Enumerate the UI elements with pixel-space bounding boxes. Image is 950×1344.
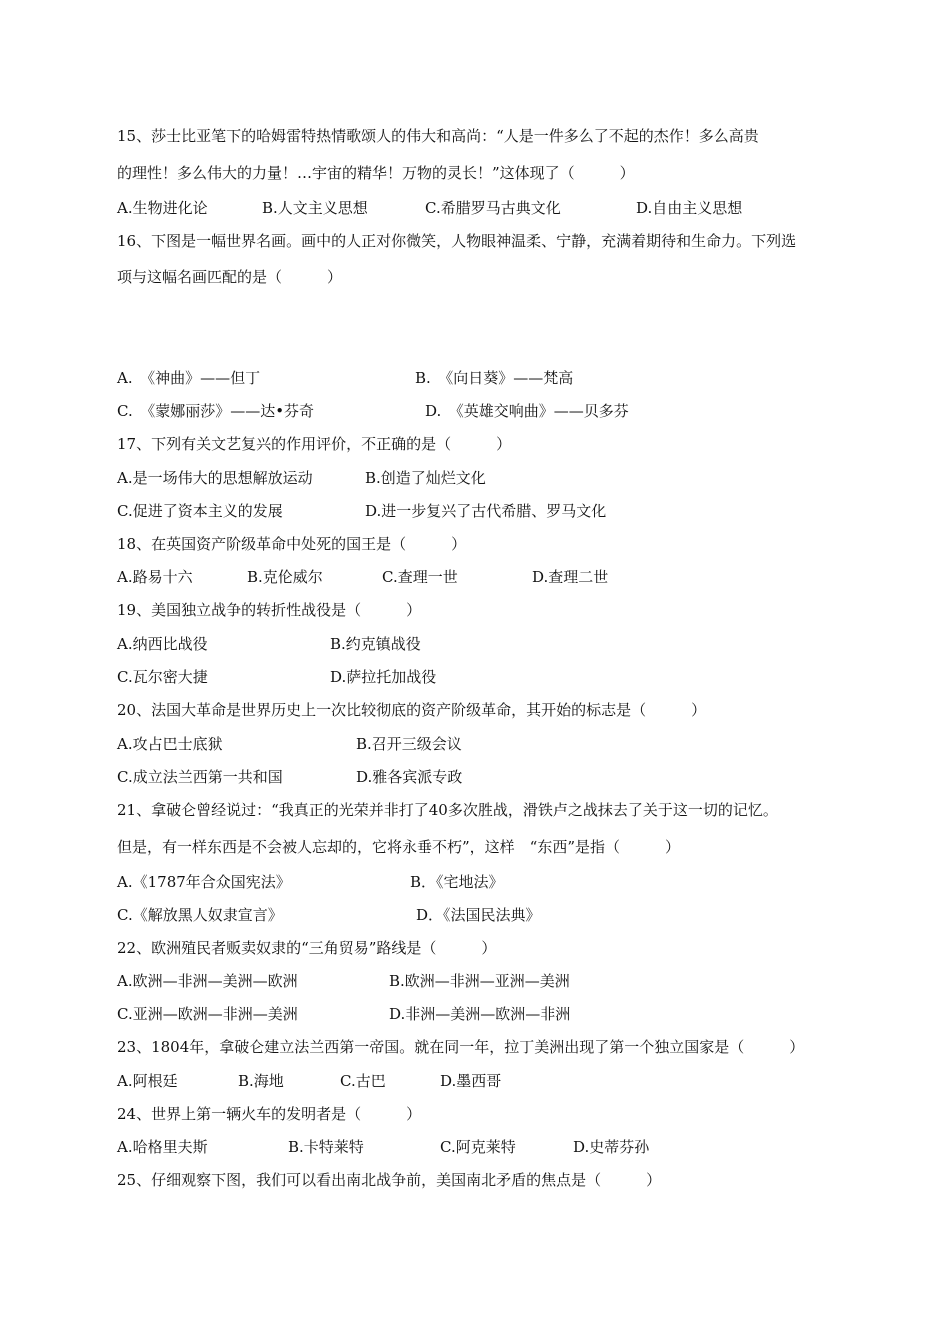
q18-option-c: C.查理一世 [382,568,458,586]
q24-option-b: B.卡特莱特 [288,1138,364,1156]
question-15-line-2: 的理性！多么伟大的力量！…宇宙的精华！万物的灵长！”这体现了（ ） [117,164,635,182]
question-19-line-1: 19、美国独立战争的转折性战役是（ ） [117,601,422,619]
question-18-line-1: 18、在英国资产阶级革命中处死的国王是（ ） [117,535,467,553]
q19-option-a: A.纳西比战役 [117,635,208,653]
q17-option-c: C.促进了资本主义的发展 [117,502,283,520]
q16-option-a: A. 《神曲》——但丁 [117,369,261,387]
q16-option-c: C. 《蒙娜丽莎》——达•芬奇 [117,402,315,420]
q16-option-d: D. 《英雄交响曲》——贝多芬 [425,402,629,420]
q21-option-a: A.《1787年合众国宪法》 [117,873,291,891]
q20-option-a: A.攻占巴士底狱 [117,735,223,753]
question-16-line-1: 16、下图是一幅世界名画。画中的人正对你微笑，人物眼神温柔、宁静，充满着期待和生命力。下列选 [117,232,797,250]
q22-option-a: A.欧洲—非洲—美洲—欧洲 [117,972,298,990]
q17-option-b: B.创造了灿烂文化 [365,469,486,487]
q17-option-d: D.进一步复兴了古代希腊、罗马文化 [365,502,607,520]
q18-option-b: B.克伦威尔 [247,568,323,586]
q20-option-c: C.成立法兰西第一共和国 [117,768,283,786]
q22-option-d: D.非洲—美洲—欧洲—非洲 [389,1005,571,1023]
q20-option-d: D.雅各宾派专政 [356,768,463,786]
q15-option-c: C.希腊罗马古典文化 [425,199,561,217]
question-22-line-1: 22、欧洲殖民者贩卖奴隶的“三角贸易”路线是（ ） [117,939,497,957]
q23-option-a: A.阿根廷 [117,1072,178,1090]
q18-option-a: A.路易十六 [117,568,193,586]
q22-option-c: C.亚洲—欧洲—非洲—美洲 [117,1005,298,1023]
q20-option-b: B.召开三级会议 [356,735,462,753]
q16-option-b: B. 《向日葵》——梵高 [415,369,574,387]
q23-option-d: D.墨西哥 [440,1072,502,1090]
q24-option-d: D.史蒂芬孙 [573,1138,650,1156]
q23-option-c: C.古巴 [340,1072,386,1090]
q15-option-d: D.自由主义思想 [636,199,743,217]
q15-option-a: A.生物进化论 [117,199,208,217]
question-17-line-1: 17、下列有关文艺复兴的作用评价，不正确的是（ ） [117,435,512,453]
q19-option-c: C.瓦尔密大捷 [117,668,208,686]
question-21-line-1: 21、拿破仑曾经说过：“我真正的光荣并非打了40多次胜战，滑铁卢之战抹去了关于这一切的记忆。 [117,801,778,819]
q21-option-c: C.《解放黑人奴隶宣言》 [117,906,283,924]
q19-option-b: B.约克镇战役 [330,635,421,653]
q18-option-d: D.查理二世 [532,568,609,586]
question-16-line-2: 项与这幅名画匹配的是（ ） [117,268,343,286]
q21-option-d: D．《法国民法典》 [416,906,541,924]
question-24-line-1: 24、世界上第一辆火车的发明者是（ ） [117,1105,422,1123]
question-23-line-1: 23、1804年，拿破仑建立法兰西第一帝国。就在同一年，拉丁美洲出现了第一个独立国家是（ ） [117,1038,805,1056]
q22-option-b: B.欧洲—非洲—亚洲—美洲 [389,972,570,990]
q23-option-b: B.海地 [238,1072,284,1090]
q19-option-d: D.萨拉托加战役 [330,668,437,686]
q21-option-b: B．《宅地法》 [410,873,504,891]
q17-option-a: A.是一场伟大的思想解放运动 [117,469,313,487]
q15-option-b: B.人文主义思想 [262,199,368,217]
question-15-line-1: 15、莎士比亚笔下的哈姆雷特热情歌颂人的伟大和高尚：“人是一件多么了不起的杰作！多么高贵 [117,127,759,145]
q24-option-c: C.阿克莱特 [440,1138,516,1156]
question-21-line-2: 但是，有一样东西是不会被人忘却的，它将永垂不朽”，这样 “东西”是指（ ） [117,838,681,856]
question-25-line-1: 25、仔细观察下图，我们可以看出南北战争前，美国南北矛盾的焦点是（ ） [117,1171,662,1189]
q24-option-a: A.哈格里夫斯 [117,1138,208,1156]
question-20-line-1: 20、法国大革命是世界历史上一次比较彻底的资产阶级革命，其开始的标志是（ ） [117,701,707,719]
